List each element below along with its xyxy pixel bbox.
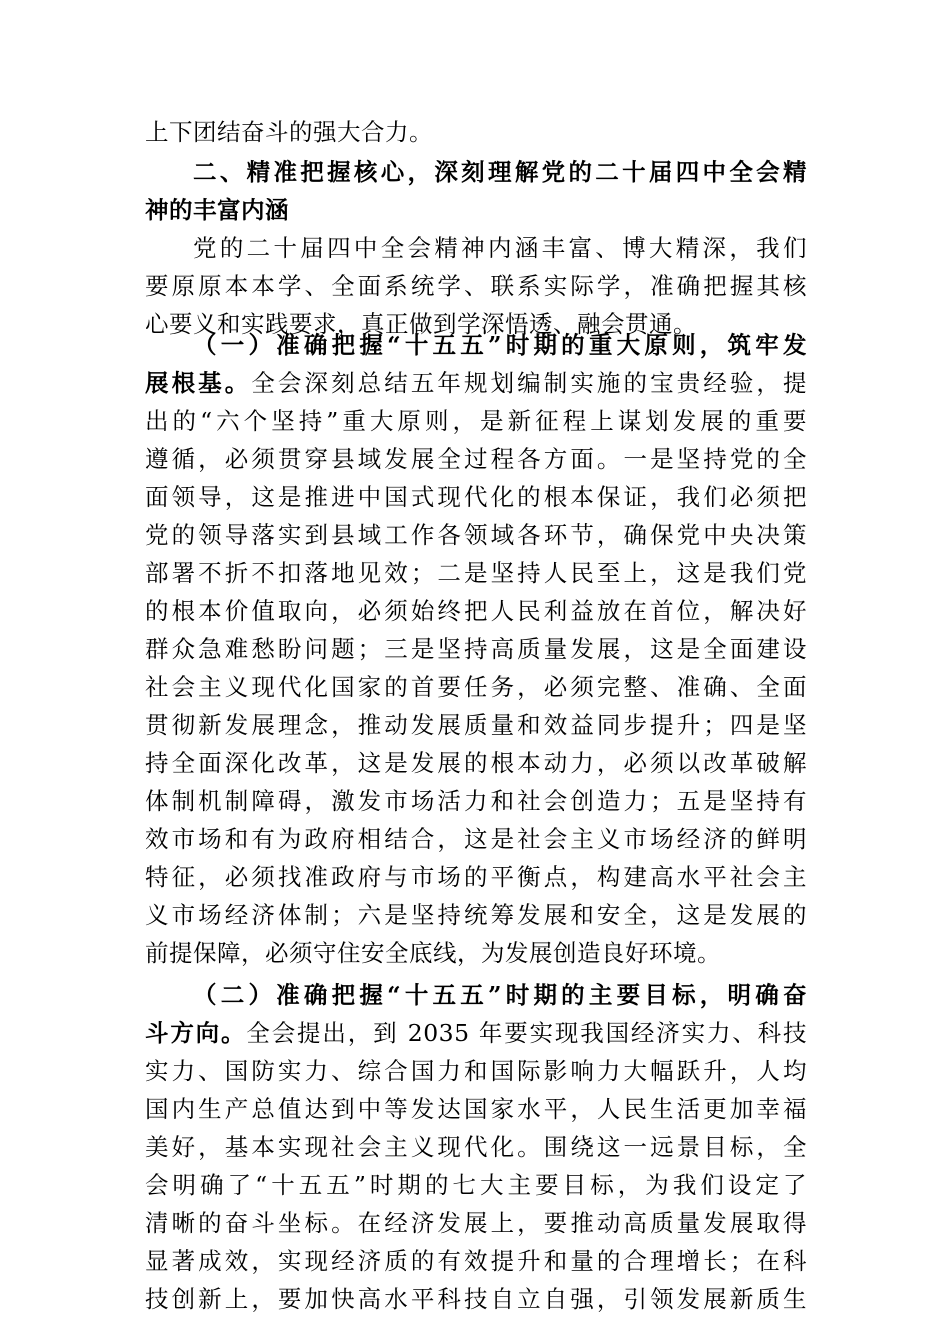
- subsection-heading-line: （一）准确把握“十五五”时期的重大原则，筑牢发: [193, 331, 807, 359]
- paragraph-line: 美好，基本实现社会主义现代化。围绕这一远景目标，全: [145, 1133, 807, 1161]
- paragraph-line: 义市场经济体制；六是坚持统筹发展和安全，这是发展的: [145, 901, 807, 929]
- paragraph-line: 技创新上，要加快高水平科技自立自强，引领发展新质生: [145, 1285, 807, 1313]
- paragraph-line: 特征，必须找准政府与市场的平衡点，构建高水平社会主: [145, 863, 807, 891]
- paragraph-line: 贯彻新发展理念，推动发展质量和效益同步提升；四是坚: [145, 711, 807, 739]
- paragraph-line: 国内生产总值达到中等发达国家水平，人民生活更加幸福: [145, 1095, 807, 1123]
- paragraph-line: 前提保障，必须守住安全底线，为发展创造良好环境。: [145, 939, 721, 967]
- paragraph-line: 群众急难愁盼问题；三是坚持高质量发展，这是全面建设: [145, 635, 807, 663]
- subsection-heading-line: （二）准确把握“十五五”时期的主要目标，明确奋: [193, 981, 807, 1009]
- paragraph-line: 社会主义现代化国家的首要任务，必须完整、准确、全面: [145, 673, 807, 701]
- paragraph-line: 斗方向。全会提出，到 2035 年要实现我国经济实力、科技: [145, 1019, 807, 1047]
- paragraph-line: 效市场和有为政府相结合，这是社会主义市场经济的鲜明: [145, 825, 807, 853]
- section-heading-line: 二、精准把握核心，深刻理解党的二十届四中全会精: [193, 158, 807, 186]
- paragraph-line: 面领导，这是推进中国式现代化的根本保证，我们必须把: [145, 483, 807, 511]
- paragraph-line: 部署不折不扣落地见效；二是坚持人民至上，这是我们党: [145, 559, 807, 587]
- paragraph-line: 党的二十届四中全会精神内涵丰富、博大精深，我们: [193, 234, 807, 262]
- paragraph-line: 党的领导落实到县域工作各领域各环节，确保党中央决策: [145, 521, 807, 549]
- paragraph-line: 要原原本本学、全面系统学、联系实际学，准确把握其核: [145, 272, 807, 300]
- paragraph-line: 的根本价值取向，必须始终把人民利益放在首位，解决好: [145, 597, 807, 625]
- paragraph-line: 展根基。全会深刻总结五年规划编制实施的宝贵经验，提: [145, 369, 808, 397]
- paragraph-line: 心要义和实践要求，真正做到学深悟透、融会贯通。: [145, 310, 697, 338]
- paragraph-line: 清晰的奋斗坐标。在经济发展上，要推动高质量发展取得: [145, 1209, 807, 1237]
- paragraph-line: 显著成效，实现经济质的有效提升和量的合理增长；在科: [145, 1247, 807, 1275]
- paragraph-line: 实力、国防实力、综合国力和国际影响力大幅跃升，人均: [145, 1057, 807, 1085]
- section-heading-line: 神的丰富内涵: [145, 196, 289, 224]
- paragraph-line: 持全面深化改革，这是发展的根本动力，必须以改革破解: [145, 749, 807, 777]
- paragraph-line: 会明确了“十五五”时期的七大主要目标，为我们设定了: [145, 1171, 807, 1199]
- paragraph-line: 遵循，必须贯穿县域发展全过程各方面。一是坚持党的全: [145, 445, 807, 473]
- paragraph-line: 上下团结奋斗的强大合力。: [145, 118, 433, 146]
- paragraph-line: 体制机制障碍，激发市场活力和社会创造力；五是坚持有: [145, 787, 807, 815]
- paragraph-line: 出的“六个坚持”重大原则，是新征程上谋划发展的重要: [145, 407, 807, 435]
